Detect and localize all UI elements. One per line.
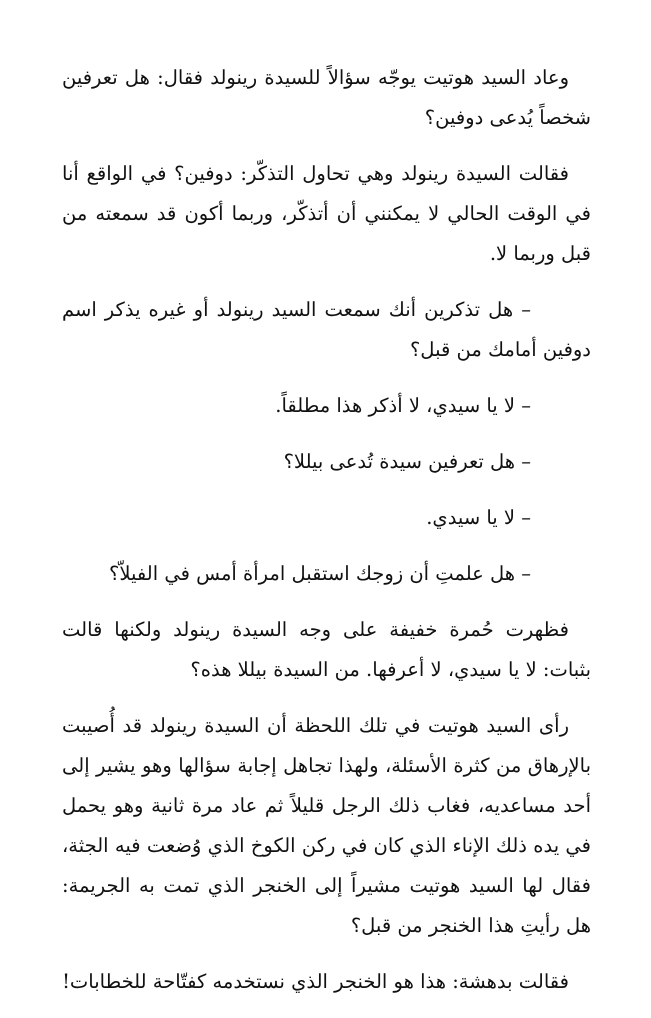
- dialogue-line-not-remember: – لا يا سيدي، لا أذكر هذا مطلقاً.: [275, 394, 531, 417]
- paragraph-blush: فظهرت حُمرة خفيفة على وجه السيدة رينولد ولكنها قالت بثبات: لا يا سيدي، لا أعرفها. من السيدة بيللا هذه؟: [62, 618, 591, 681]
- dialogue-line-visitor-villa: – هل علمتِ أن زوجك استقبل امرأة أمس في الفيلاّ؟: [109, 562, 531, 585]
- paragraph-letter-opener: فقالت بدهشة: هذا هو الخنجر الذي نستخدمه كفتّاحة للخطابات!: [62, 970, 569, 993]
- dialogue-line-know-bella: – هل تعرفين سيدة تُدعى بيللا؟: [283, 450, 531, 473]
- paragraph-answer-dauphin: فقالت السيدة رينولد وهي تحاول التذكّر: دوفين؟ في الواقع أنا في الوقت الحالي لا يمكنني أن أتذكّر، وربما أكون قد سمعته من قبل وربما لا.: [62, 162, 591, 265]
- book-page: [62, 58, 591, 1018]
- dialogue-line-no-sir: – لا يا سيدي.: [426, 506, 531, 529]
- dialogue-line-heard-name: – هل تذكرين أنك سمعت السيد رينولد أو غيره يذكر اسم دوفين أمامك من قبل؟: [62, 298, 591, 361]
- paragraph-question-dauphin: وعاد السيد هوتيت يوجّه سؤالاً للسيدة رينولد فقال: هل تعرفين شخصاً يُدعى دوفين؟: [62, 66, 591, 129]
- paragraph-dagger-shown: رأى السيد هوتيت في تلك اللحظة أن السيدة رينولد قد أُصيبت بالإرهاق من كثرة الأسئلة، ولهذا تجاهل إجابة سؤالها وهو يشير إلى أحد مساعديه، فغاب ذلك الرجل قليلاً ثم عاد مرة ثانية وهو يحمل في يده ذلك الإناء الذي كان في ركن الكوخ الذي وُضعت فيه الجثة، فقال لها السيد هوتيت مشيراً إلى الخنجر الذي تمت به الجريمة: هل رأيتِ هذا الخنجر من قبل؟: [62, 714, 591, 937]
